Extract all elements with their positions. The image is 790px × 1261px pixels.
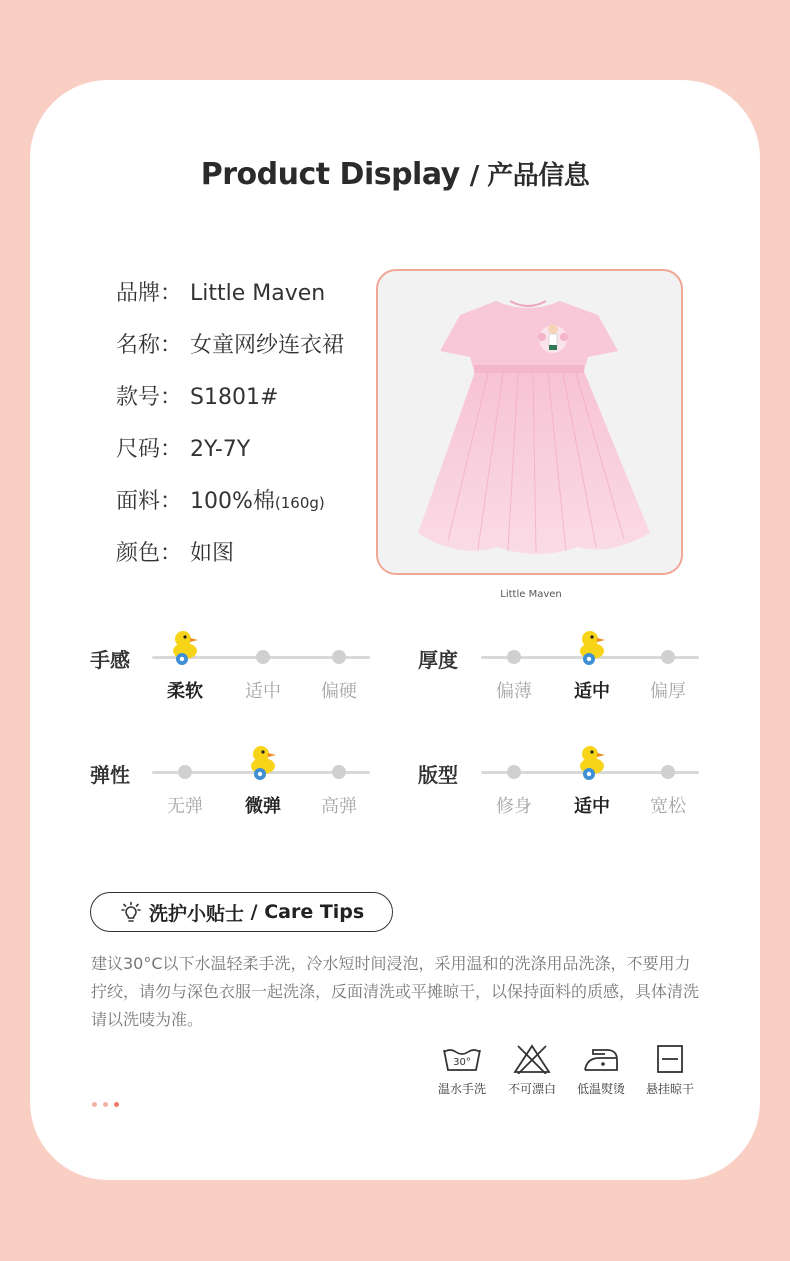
spec-size — [116, 432, 250, 463]
care-icon-no-bleach — [496, 1044, 568, 1097]
spec-name — [116, 328, 344, 359]
meter-dot — [332, 765, 346, 779]
care-icon-label: 不可漂白 — [507, 1082, 556, 1096]
spec-value: S1801# — [190, 385, 279, 410]
page-title — [0, 155, 790, 192]
spec-value: Little Maven — [190, 281, 326, 306]
low-iron-icon — [581, 1044, 621, 1074]
spec-value: 女童网纱连衣裙 — [190, 333, 345, 358]
spec-key: 款号： — [116, 385, 183, 410]
meter-label: 版型 — [418, 763, 458, 787]
meter-option: 适中 — [574, 796, 610, 817]
meter-dot — [507, 650, 521, 664]
hang-dry-icon — [650, 1044, 690, 1074]
meter-option: 偏硬 — [321, 681, 357, 702]
photo-caption: Little Maven — [500, 589, 562, 600]
care-instructions: 建议30°C以下水温轻柔手洗，冷水短时间浸泡，采用温和的洗涤用品洗涤，不要用力拧绞，请勿与深色衣服一起洗涤，反面清洗或平摊晾干，以保持面料的质感，具体清洗请以洗唛为准。 — [91, 954, 700, 1029]
spec-brand — [116, 276, 325, 307]
care-pill-cn: 洗护小贴士 — [149, 902, 245, 925]
spec-key: 名称： — [116, 333, 183, 358]
meter-dot — [332, 650, 346, 664]
meter-option: 柔软 — [167, 681, 203, 702]
care-icon-low-iron — [565, 1044, 637, 1097]
spec-key: 颜色： — [116, 541, 183, 566]
duck-marker-icon — [169, 629, 201, 667]
meter-option: 偏厚 — [650, 681, 686, 702]
care-icon-hang-dry — [634, 1044, 706, 1097]
meter-option: 适中 — [245, 681, 281, 702]
meter-option: 偏薄 — [496, 681, 532, 702]
meter-dot — [661, 650, 675, 664]
meter-dot — [178, 765, 192, 779]
spec-key: 面料： — [116, 489, 183, 514]
page-indicator — [92, 1092, 125, 1111]
meter-option: 适中 — [574, 681, 610, 702]
meter-dot — [661, 765, 675, 779]
pager-dot-active — [114, 1102, 119, 1107]
no-bleach-icon — [512, 1044, 552, 1074]
spec-value: 2Y-7Y — [190, 437, 251, 462]
meter-label: 手感 — [90, 648, 130, 672]
spec-key: 尺码： — [116, 437, 183, 462]
title-chinese: / 产品信息 — [469, 161, 590, 191]
meter-dot — [256, 650, 270, 664]
pager-dot — [92, 1102, 97, 1107]
wash-temp-label: 30° — [453, 1057, 471, 1068]
meter-label: 厚度 — [418, 648, 458, 672]
care-icon-label: 低温熨烫 — [576, 1082, 625, 1096]
lightbulb-icon — [119, 901, 143, 925]
care-tips-pill — [90, 892, 393, 932]
wash-30-icon — [442, 1044, 482, 1074]
meter-option: 宽松 — [650, 796, 686, 817]
care-icon-label: 悬挂晾干 — [645, 1082, 694, 1096]
pager-dot — [103, 1102, 108, 1107]
duck-marker-icon — [576, 629, 608, 667]
meter-option: 微弹 — [245, 796, 281, 817]
meter-option: 无弹 — [167, 796, 203, 817]
product-photo — [376, 269, 683, 575]
dress-illustration — [378, 271, 681, 573]
care-icon-label: 温水手洗 — [437, 1082, 486, 1096]
duck-marker-icon — [247, 744, 279, 782]
meter-option: 修身 — [496, 796, 532, 817]
spec-value: 如图 — [190, 541, 235, 566]
meter-dot — [507, 765, 521, 779]
care-pill-en: / Care Tips — [250, 901, 365, 923]
title-english: Product Display — [200, 157, 460, 192]
spec-color — [116, 536, 234, 567]
duck-marker-icon — [576, 744, 608, 782]
spec-fabric — [116, 484, 325, 515]
care-icon-hand-wash — [426, 1044, 498, 1097]
spec-extra: (160g) — [274, 494, 325, 512]
meter-option: 高弹 — [321, 796, 357, 817]
spec-key: 品牌： — [116, 281, 183, 306]
meter-label: 弹性 — [90, 763, 130, 787]
spec-value: 100%棉 — [190, 489, 275, 514]
spec-style-number — [116, 380, 278, 411]
